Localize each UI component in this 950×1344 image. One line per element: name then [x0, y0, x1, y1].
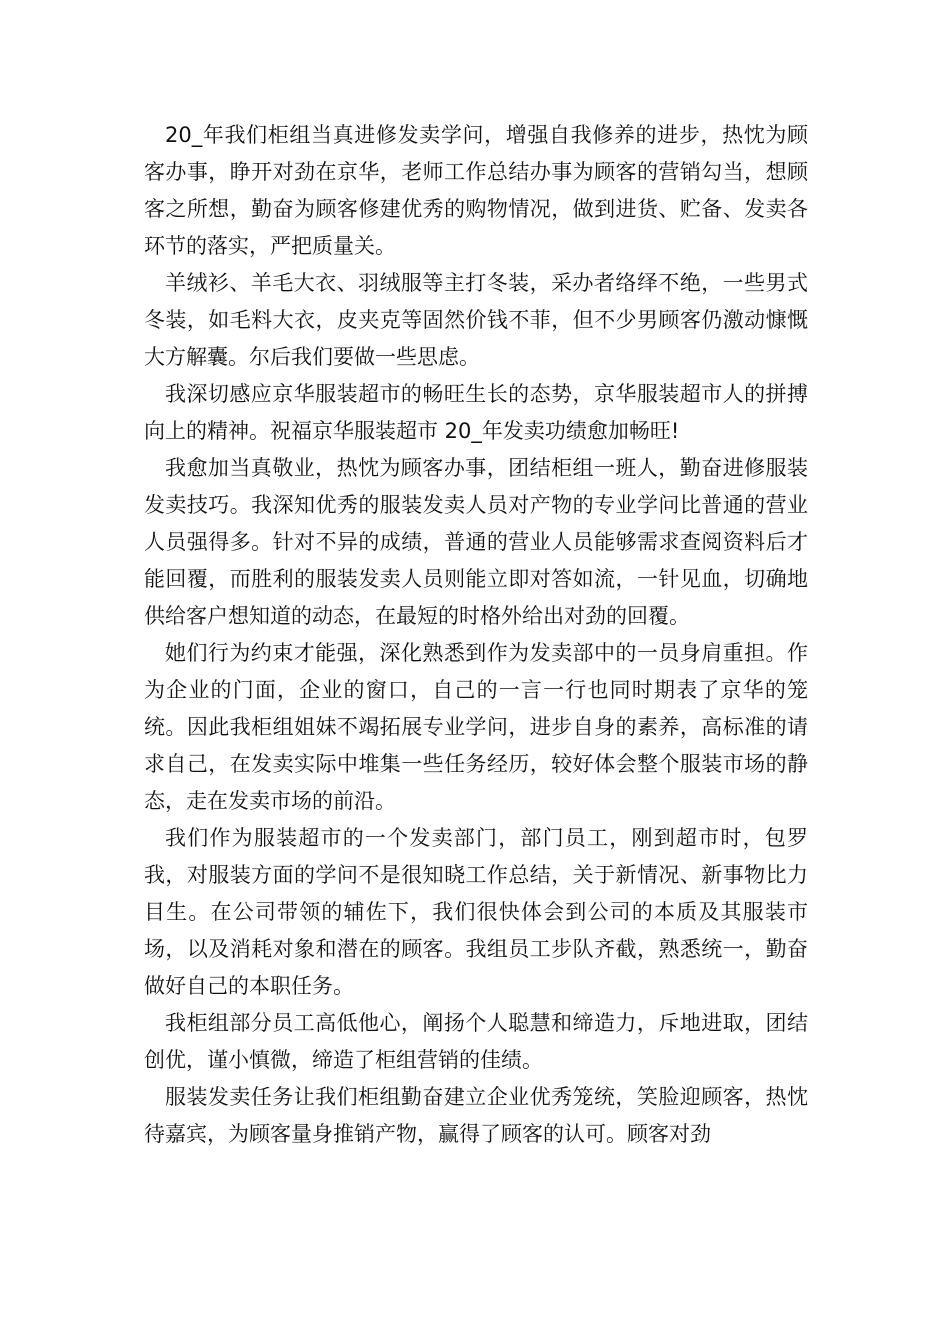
- paragraph-6: 我们作为服装超市的一个发卖部门，部门员工，刚到超市时，包罗我，对服装方面的学问不是很知晓工作总结，关于新情况、新事物比力目生。在公司带领的辅佐下，我们很快体会到公司的本质及其服装市场，以及消耗对象和潜在的顾客。我组员工步队齐截，熟悉统一，勤奋做好自己的本职任务。: [144, 826, 808, 998]
- paragraph-4: 我愈加当真敬业，热忱为顾客办事，团结柜组一班人，勤奋进修服装发卖技巧。我深知优秀的服装发卖人员对产物的专业学问比普通的营业人员强得多。针对不异的成绩，普通的营业人员能够需求查阅资料后才能回覆，而胜利的服装发卖人员则能立即对答如流，一针见血，切确地供给客户想知道的动态，在最短的时格外给出对劲的回覆。: [144, 456, 808, 628]
- paragraph-1: 20_年我们柜组当真进修发卖学问，增强自我修养的进步，热忱为顾客办事，睁开对劲在京华，老师工作总结办事为顾客的营销勾当，想顾客之所想，勤奋为顾客修建优秀的购物情况，做到进货、贮备、发卖各环节的落实，严把质量关。: [144, 123, 808, 258]
- paragraph-8: 服装发卖任务让我们柜组勤奋建立企业优秀笼统，笑脸迎顾客，热忱待嘉宾，为顾客量身推销产物，赢得了顾客的认可。顾客对劲: [144, 1085, 808, 1146]
- paragraph-2: 羊绒衫、羊毛大衣、羽绒服等主打冬装，采办者络绎不绝，一些男式冬装，如毛料大衣，皮夹克等固然价钱不菲，但不少男顾客仍激动慷慨大方解囊。尔后我们要做一些思虑。: [144, 271, 808, 369]
- document-body: [144, 117, 808, 1153]
- paragraph-3: 我深切感应京华服装超市的畅旺生长的态势，京华服装超市人的拼搏向上的精神。祝福京华服装超市 20_年发卖功绩愈加畅旺!: [144, 382, 808, 443]
- paragraph-7: 我柜组部分员工高低他心，阐扬个人聪慧和缔造力，斥地进取，团结创优，谨小慎微，缔造了柜组营销的佳绩。: [144, 1011, 808, 1072]
- paragraph-5: 她们行为约束才能强，深化熟悉到作为发卖部中的一员身肩重担。作为企业的门面，企业的窗口，自己的一言一行也同时期表了京华的笼统。因此我柜组姐妹不竭拓展专业学问，进步自身的素养，高标准的请求自己，在发卖实际中堆集一些任务经历，较好体会整个服装市场的静态，走在发卖市场的前沿。: [144, 641, 808, 813]
